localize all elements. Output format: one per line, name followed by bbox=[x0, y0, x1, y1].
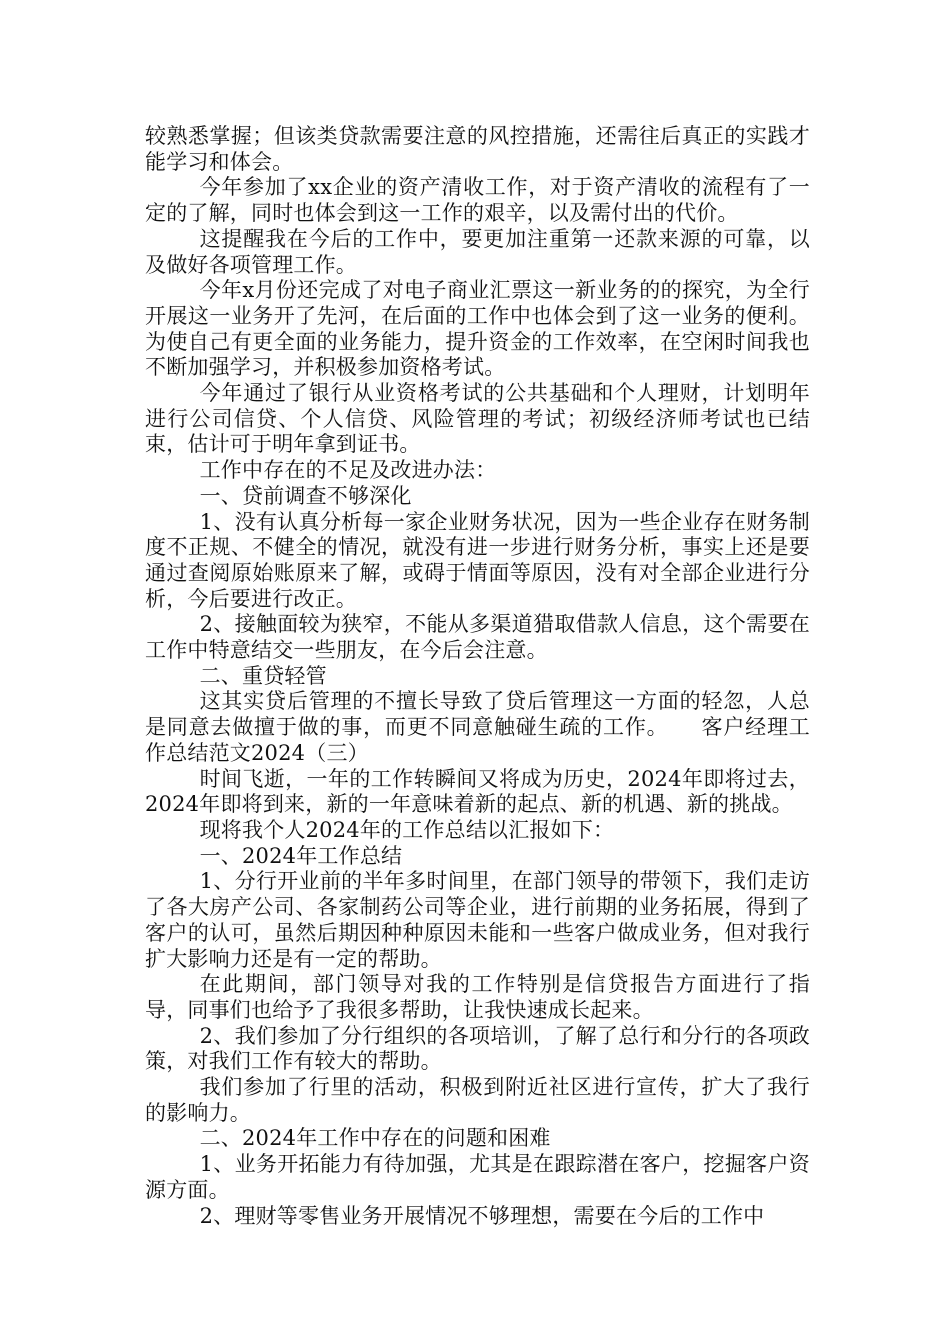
paragraph: 今年参加了xx企业的资产清收工作，对于资产清收的流程有了一定的了解，同时也体会到这一工作的艰辛，以及需付出的代价。 bbox=[145, 175, 810, 226]
paragraph: 时间飞逝，一年的工作转瞬间又将成为历史，2024年即将过去，2024年即将到来，新的一年意味着新的起点、新的机遇、新的挑战。 bbox=[145, 766, 810, 817]
paragraph: 较熟悉掌握；但该类贷款需要注意的风控措施，还需往后真正的实践才能学习和体会。 bbox=[145, 124, 810, 174]
paragraph: 这提醒我在今后的工作中，要更加注重第一还款来源的可靠，以及做好各项管理工作。 bbox=[145, 226, 810, 277]
section-heading: 一、贷前调查不够深化 bbox=[199, 483, 412, 508]
paragraph: 2、我们参加了分行组织的各项培训，了解了总行和分行的各项政策，对我们工作有较大的帮助。 bbox=[145, 1023, 810, 1074]
section-heading: 二、重贷轻管 bbox=[199, 663, 327, 688]
section-heading: 一、2024年工作总结 bbox=[199, 843, 403, 868]
paragraph: 这其实贷后管理的不擅长导致了贷后管理这一方面的轻忽，人总是同意去做擅于做的事，而更不同意触碰生疏的工作。 客户经理工作总结范文2024（三） bbox=[145, 689, 810, 765]
section-heading: 工作中存在的不足及改进办法： bbox=[199, 458, 497, 483]
paragraph: 今年x月份还完成了对电子商业汇票这一新业务的的探究，为全行开展这一业务开了先河，在后面的工作中也体会到了这一业务的便利。为使自己有更全面的业务能力，提升资金的工作效率，在空闲时间我也不断加强学习，并积极参加资格考试。 bbox=[145, 278, 810, 380]
paragraph: 1、没有认真分析每一家企业财务状况，因为一些企业存在财务制度不正规、不健全的情况，就没有进一步进行财务分析，事实上还是要通过查阅原始账原来了解，或碍于情面等原因，没有对全部企业进行分析，今后要进行改正。 bbox=[145, 509, 810, 611]
section-heading: 二、2024年工作中存在的问题和困难 bbox=[199, 1126, 551, 1151]
document-body bbox=[145, 124, 810, 1229]
paragraph: 现将我个人2024年的工作总结以汇报如下： bbox=[199, 817, 615, 842]
paragraph: 2、理财等零售业务开展情况不够理想，需要在今后的工作中 bbox=[199, 1203, 765, 1228]
paragraph: 我们参加了行里的活动，积极到附近社区进行宣传，扩大了我行的影响力。 bbox=[145, 1075, 810, 1125]
paragraph: 2、接触面较为狭窄，不能从多渠道猎取借款人信息，这个需要在工作中特意结交一些朋友，在今后会注意。 bbox=[145, 612, 810, 663]
paragraph: 在此期间，部门领导对我的工作特别是信贷报告方面进行了指导，同事们也给予了我很多帮助，让我快速成长起来。 bbox=[145, 972, 810, 1022]
paragraph: 1、业务开拓能力有待加强，尤其是在跟踪潜在客户，挖掘客户资源方面。 bbox=[145, 1152, 810, 1202]
paragraph: 今年通过了银行从业资格考试的公共基础和个人理财，计划明年进行公司信贷、个人信贷、风险管理的考试；初级经济师考试也已结束，估计可于明年拿到证书。 bbox=[145, 381, 810, 457]
paragraph: 1、分行开业前的半年多时间里，在部门领导的带领下，我们走访了各大房产公司、各家制药公司等企业，进行前期的业务拓展，得到了客户的认可，虽然后期因种种原因未能和一些客户做成业务，但对我行扩大影响力还是有一定的帮助。 bbox=[145, 869, 810, 971]
